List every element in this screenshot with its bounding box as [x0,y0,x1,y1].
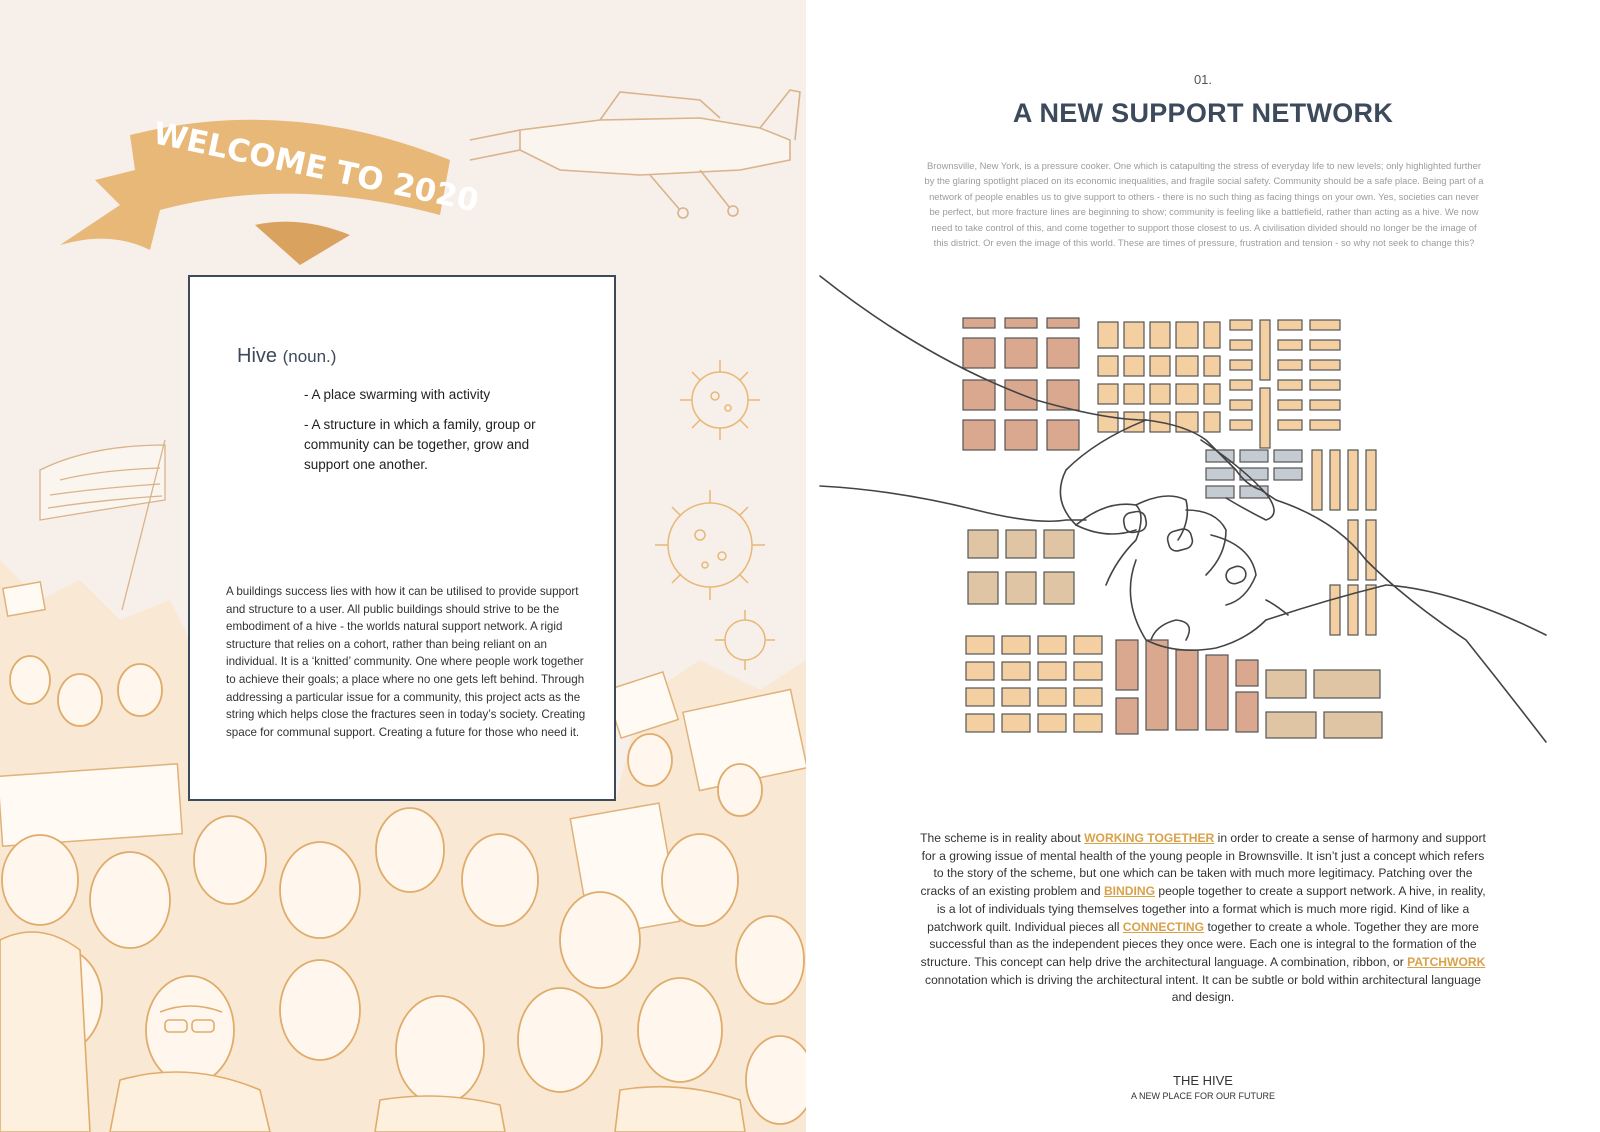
virus-icon [715,610,775,670]
part-of-speech: (noun.) [282,347,337,366]
right-page [806,0,1600,1132]
page-number: 01. [1193,72,1213,87]
highlight-connecting: CONNECTING [1122,919,1205,934]
banner-text: WELCOME TO 2020 [149,115,482,220]
highlight-binding: BINDING [1103,884,1156,899]
definition-meaning-1: - A place swarming with activity [304,387,491,402]
scheme-text-4: together to create a whole. Together they are more successful than as the independent pieces they once were. Each one is integral to the formation of the structure. This concept can help drive the architectural language. A combination, ribbon, or [920,919,1479,969]
welcome-banner [60,115,482,265]
definition-meaning-2: - A structure in which a family, group or community can be together, grow and support one another. [304,417,536,472]
definition-word: Hive [237,345,278,367]
page-title: A NEW SUPPORT NETWORK [1012,98,1394,128]
definition-heading [237,345,336,368]
scheme-paragraph [918,830,1488,1007]
scheme-text-3: people together to create a support network. A hive, in reality, is a lot of individuals tying themselves together into a format which is much more rigid. Kind of like a patchwork quilt. Individual pieces all [927,884,1486,934]
virus-icon [655,490,765,600]
footer-title: THE HIVE [1173,1073,1233,1088]
highlight-patchwork: PATCHWORK [1407,954,1486,969]
intro-paragraph: Brownsville, New York, is a pressure cooker. One which is catapulting the stress of everyday life to new levels; only highlighted further by the glaring spotlight placed on its economic inequalities, and fragile social safety. Community should be a safe place. Being part of a network of people enables us to give support to others - there is no such thing as facing things on your own. Yes, societies can never be perfect, but more fracture lines are beginning to show; community is feeling like a battlefield, rather than acting as a hive. We now need to take control of this, and come together to support those closest to us. A civilisation divided should no longer be the image of this district. Or even the image of this world. These are times of pressure, frustration and tension - so why not seek to change this? [924,160,1484,249]
scheme-text-5: connotation which is driving the architectural intent. It can be subtle or bold within architectural language and design. [925,972,1481,1005]
footer-subtitle: A NEW PLACE FOR OUR FUTURE [1130,1091,1275,1101]
definition-card [188,275,616,801]
airplane-illustration [470,90,800,218]
virus-icon [680,360,760,440]
definition-body-text: A buildings success lies with how it can be utilised to provide support and structure to a user. All public buildings should strive to be the embodiment of a hive - the worlds natural support network. A rigid structure that relies on a cohort, rather than being reliant on an individual. It is a ‘knitted’ community. One where people work together to achieve their goals; a place where no one gets left behind. Through addressing a particular issue for a community, this project acts as the string which helps close the fractures seen in today’s society. Creating space for communal support. Creating a future for those who need it. [226,585,586,739]
scheme-text-2: in order to create a sense of harmony and support for a growing issue of mental health of the young people in Brownsville. It isn’t just a concept which refers to the story of the scheme, but one which can be taken with much more legitimacy. Patching over the cracks of an existing problem and [920,831,1486,899]
scheme-text-1: The scheme is in reality about [920,831,1085,845]
patchwork-grid [963,318,1382,738]
highlight-working-together: WORKING TOGETHER [1084,831,1215,845]
flag-illustration [40,440,165,610]
